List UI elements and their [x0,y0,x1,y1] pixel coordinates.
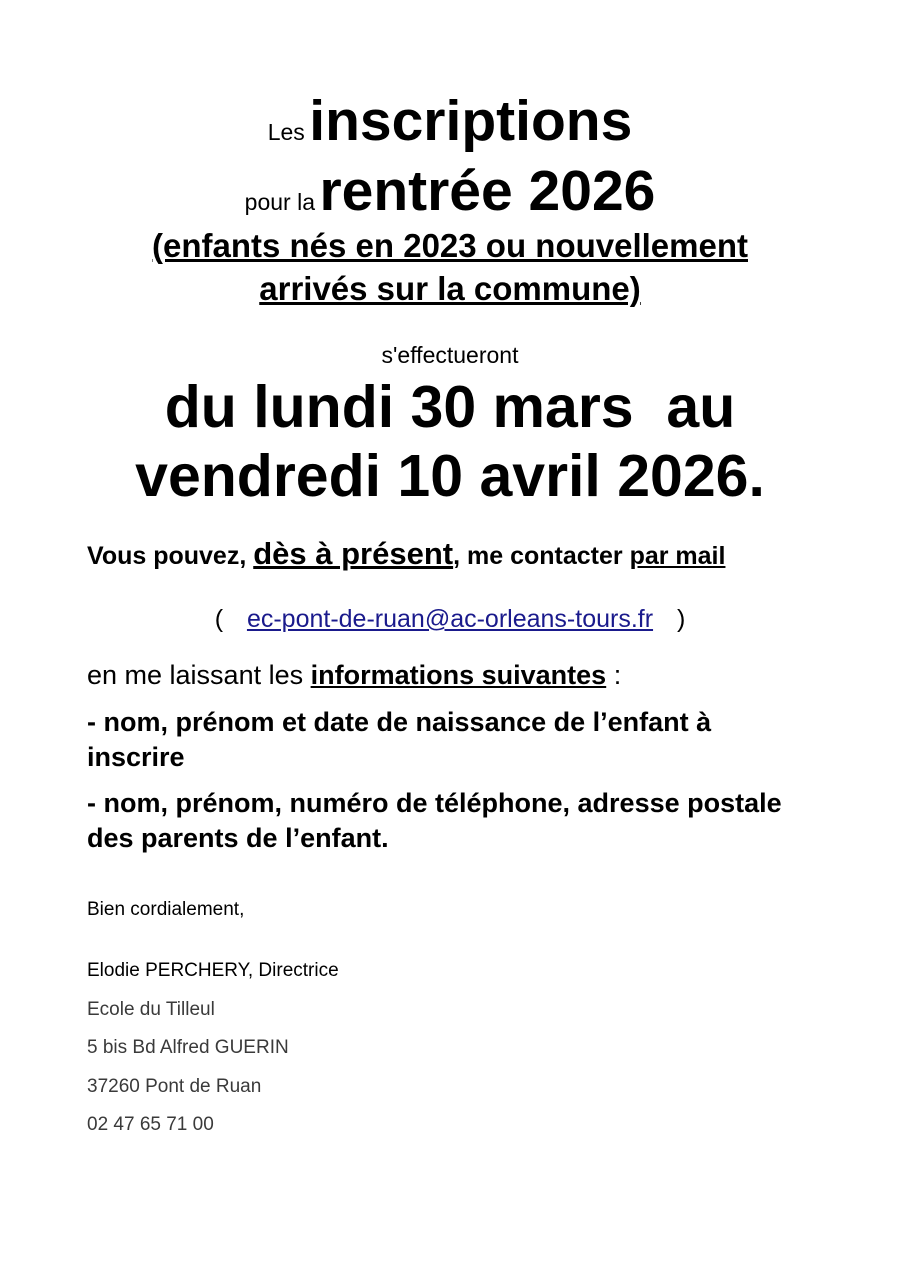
email-line [0,605,900,634]
title-prefix-les: Les [267,119,305,145]
info-intro: en me laissant les [87,660,304,690]
subtitle-line-2: arrivés sur la commune) [259,270,641,307]
title-line-1 [0,88,900,154]
title-rentree: rentrée 2026 [319,159,656,223]
contact-emphasis: dès à présent [253,536,454,571]
signature-greeting: Bien cordialement, [87,899,245,920]
signature-city: 37260 Pont de Ruan [87,1076,262,1097]
title-prefix-pour-la: pour la [244,189,315,215]
info-item-2: - nom, prénom, numéro de téléphone, adresse postale des parents de l’enfant. [87,788,782,853]
dates-line-1: du lundi 30 mars au [164,374,736,440]
signature-phone: 02 47 65 71 00 [87,1114,214,1135]
info-intro-emphasis: informations suivantes [310,660,607,690]
dates-line-2: vendredi 10 avril 2026. [135,443,765,509]
dates-intro: s'effectueront [381,342,519,368]
contact-line [87,536,847,572]
title-inscriptions: inscriptions [309,89,633,153]
title-line-2 [0,158,900,224]
subtitle-line-1: (enfants nés en 2023 ou nouvellement [152,227,748,264]
contact-part-1: Vous pouvez, [87,542,247,570]
email-link[interactable]: ec-pont-de-ruan@ac-orleans-tours.fr [246,605,654,633]
signature-street: 5 bis Bd Alfred GUERIN [87,1037,289,1058]
info-item-1: - nom, prénom et date de naissance de l’enfant à inscrire [87,707,712,772]
info-intro-end: : [606,660,622,690]
email-paren-close: ) [676,605,686,633]
signature-name: Elodie PERCHERY, Directrice [87,960,339,981]
contact-by-mail: par mail [629,542,726,570]
email-paren-open: ( [214,605,224,633]
signature-school: Ecole du Tilleul [87,999,215,1020]
info-intro-line [87,660,847,691]
contact-part-2: , me contacter [453,542,623,570]
